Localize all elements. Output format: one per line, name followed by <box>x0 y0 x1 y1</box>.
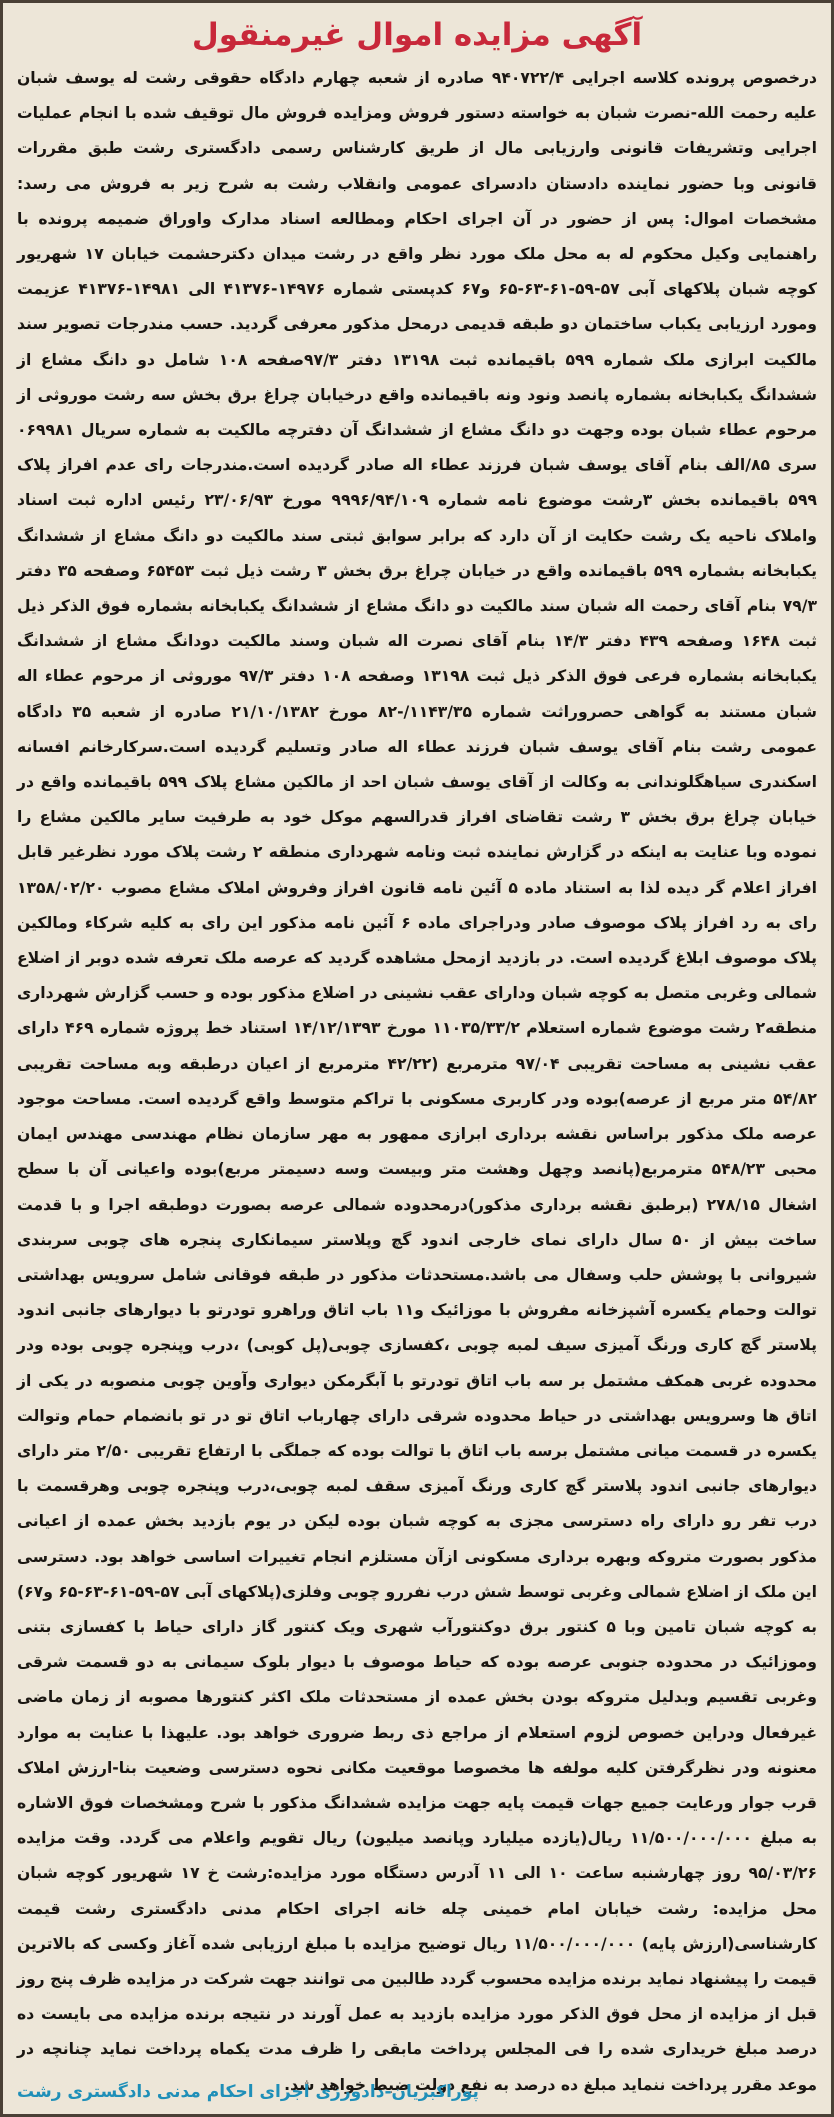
title-area <box>3 3 831 59</box>
notice-body <box>17 61 817 2103</box>
signature <box>17 2078 817 2106</box>
signature-text: پوراکبریان-دادورزی اجرای احکام مدنی دادگستری رشت <box>17 2082 479 2102</box>
notice-body-paragraph: درخصوص پرونده کلاسه اجرایی ۹۴۰۷۲۲/۴ صادره از شعبه چهارم دادگاه حقوقی رشت له یوسف شبان علیه رحمت الله-نصرت شبان به خواسته دستور فروش ومزایده فروش مال توقیف شده با انجام عملیات اجرایی وتشریفات قانونی وارزیابی مال از طریق کارشناس رسمی دادگستری رشت طبق مقررات قانونی وبا حضور نماینده دادستان دادسرای عمومی وانقلاب رشت به شرح زیر به فروش می رسد: مشخصات اموال: پس از حضور در آن اجرای احکام ومطالعه اسناد مدارک واوراق ضمیمه پرونده با راهنمایی وکیل محکوم له به محل ملک مورد نظر واقع در رشت میدان دکترحشمت خیابان ۱۷ شهریور کوچه شبان پلاکهای آبی ۵۷-۵۹-۶۱-۶۳-۶۵ و۶۷ کدپستی شماره ۱۴۹۷۶-۴۱۳۷۶ الی ۱۴۹۸۱-۴۱۳۷۶ عزیمت ومورد ارزیابی یکباب ساختمان دو طبقه قدیمی درمحل مذکور معرفی گردید. حسب مندرجات تصویر سند مالکیت ابرازی ملک شماره ۵۹۹ باقیمانده ثبت ۱۳۱۹۸ دفتر ۹۷/۳صفحه ۱۰۸ شامل دو دانگ مشاع از ششدانگ یکبابخانه بشماره پانصد ونود ونه باقیمانده واقع درخیابان چراغ برق بخش سه رشت موروثی از مرحوم عطاء شبان بوده وجهت دو دانگ مشاع از ششدانگ آن دفترچه مالکیت به شماره سریال ۰۶۹۹۸۱ سری ۸۵/الف بنام آقای یوسف شبان فرزند عطاء اله صادر گردیده است.مندرجات رای عدم افراز پلاک ۵۹۹ باقیمانده بخش ۳رشت موضوع نامه شماره ۹۹۹۶/۹۴/۱۰۹ مورخ ۲۳/۰۶/۹۳ رئیس اداره ثبت اسناد واملاک ناحیه یک رشت حکایت از آن دارد که برابر سوابق ثبتی سند مالکیت دو دانگ مشاع از ششدانگ یکبابخانه بشماره ۵۹۹ باقیمانده واقع در خیابان چراغ برق بخش ۳ رشت ذیل ثبت ۶۵۴۵۳ وصفحه ۳۵ دفتر ۷۹/۳ بنام آقای رحمت اله شبان سند مالکیت دو دانگ مشاع از ششدانگ یکبابخانه بشماره فوق الذکر ذیل ثبت ۱۶۴۸ وصفحه ۴۳۹ دفتر ۱۴/۳ بنام آقای نصرت اله شبان وسند مالکیت دودانگ مشاع از ششدانگ یکبابخانه بشماره فرعی فوق الذکر ذیل ثبت ۱۳۱۹۸ وصفحه ۱۰۸ دفتر ۹۷/۳ موروثی از مرحوم عطاء اله شبان مستند به گواهی حصروراثت شماره ۱۱۴۳/۳۵/-۸۲ مورخ ۲۱/۱۰/۱۳۸۲ صادره از شعبه ۳۵ دادگاه عمومی رشت بنام آقای یوسف شبان فرزند عطاء اله صادر وتسلیم گردیده است.سرکارخانم افسانه اسکندری سیاهگلوندانی به وکالت از آقای یوسف شبان احد از مالکین مشاع پلاک ۵۹۹ باقیمانده واقع در خیابان چراغ برق بخش ۳ رشت تقاضای افراز قدرالسهم موکل خود به طرفیت سایر مالکین مشاع را نموده وبا عنایت به اینکه در گزارش نماینده ثبت ونامه شهرداری منطقه ۲ رشت پلاک مورد نظرغیر قابل افراز اعلام گر دیده لذا به استناد ماده ۵ آئین نامه قانون افراز وفروش املاک مشاع مصوب ۱۳۵۸/۰۲/۲۰ رای به رد افراز پلاک موصوف صادر ودراجرای ماده ۶ آئین نامه مذکور این رای به کلیه شرکاء ومالکین پلاک موصوف ابلاغ گردیده است. در بازدید ازمحل مشاهده گردید که عرصه ملک تعرفه شده دوبر از اضلاع شمالی وغربی متصل به کوچه شبان ودارای عقب نشینی در اضلاع مذکور بوده و حسب گزارش شهرداری منطقه۲ رشت موضوع شماره استعلام ۱۱۰۳۵/۳۳/۲ مورخ ۱۴/۱۲/۱۳۹۳ استناد خط پروژه شماره ۴۶۹ دارای عقب نشینی به مساحت تقریبی ۹۷/۰۴ مترمربع (۴۲/۲۲ مترمربع از اعیان درطبقه وبه مساحت تقریبی ۵۴/۸۲ متر مربع از عرصه)بوده ودر کاربری مسکونی با تراکم متوسط واقع گردیده است. مساحت موجود عرصه ملک مذکور براساس نقشه برداری ابرازی ممهور به مهر سازمان نظام مهندسی مهندس ایمان محبی ۵۴۸/۲۳ مترمربع(پانصد وچهل وهشت متر وبیست وسه دسیمتر مربع)بوده واعیانی آن با سطح اشغال ۲۷۸/۱۵ (برطبق نقشه برداری مذکور)درمحدوده شمالی عرصه بصورت دوطبقه اجرا و با قدمت ساخت بیش از ۵۰ سال دارای نمای خارجی اندود گچ وپلاستر سیمانکاری پنجره های چوبی سربندی شیروانی با پوشش حلب وسفال می باشد.مستحدثات مذکور در طبقه فوقانی شامل سرویس بهداشتی توالت وحمام یکسره آشپزخانه مفروش با موزائیک و۱۱ باب اتاق وراهرو تودرتو با دیوارهای جانبی اندود پلاستر گچ کاری ورنگ آمیزی سیف لمبه چوبی ،کفسازی چوبی(پل کوبی) ،درب وپنجره چوبی بوده ودر محدوده غربی همکف مشتمل بر سه باب اتاق تودرتو با آبگرمکن دیواری وآوین چوبی منصوبه در یکی از اتاق ها وسرویس بهداشتی در حیاط محدوده شرقی دارای چهارباب اتاق تو در تو بانضمام حمام وتوالت یکسره در قسمت میانی مشتمل برسه باب اتاق با توالت بوده که جملگی با ارتفاع تقریبی ۲/۵۰ متر دارای دیوارهای جانبی اندود پلاستر گچ کاری ورنگ آمیزی سقف لمبه چوبی،درب وپنجره چوبی وهرقسمت با درب تفر رو دارای راه دسترسی مجزی به کوچه شبان بوده لیکن در یوم بازدید بخش عمده از اعیانی مذکور بصورت متروکه وبهره برداری مسکونی ازآن مستلزم انجام تغییرات اساسی خواهد بود. دسترسی این ملک از اضلاع شمالی وغربی توسط شش درب نفررو چوبی وفلزی(پلاکهای آبی ۵۷-۵۹-۶۱-۶۳-۶۵ و۶۷) به کوچه شبان تامین وبا ۵ کنتور برق دوکنتورآب شهری ویک کنتور گاز دارای حیاط با کفسازی بتنی وموزائیک در محدوده جنوبی عرصه بوده که حیاط موصوف با دیوار بلوک سیمانی به دو قسمت شرقی وغربی تقسیم وبدلیل متروکه بودن بخش عمده از مستحدثات ملک اکثر کنتورها مصوبه از زمان ماضی غیرفعال ودراین خصوص لزوم استعلام از مراجع ذی ربط ضروری خواهد بود. علیهذا با عنایت به موارد معنونه ودر نظرگرفتن کلیه مولفه ها مخصوصا موقعیت مکانی نحوه دسترسی وضعیت بنا-ارزش املاک قرب جوار ورعایت جمیع جهات قیمت پایه جهت مزایده ششدانگ مذکور با شرح ومشخصات فوق الاشاره به مبلغ ۱۱/۵۰۰/۰۰۰/۰۰۰ ریال(یازده میلیارد وپانصد میلیون) ریال تقویم واعلام می گردد. وقت مزایده ۹۵/۰۳/۲۶ روز چهارشنبه ساعت ۱۰ الی ۱۱ آدرس دستگاه مورد مزایده:رشت خ ۱۷ شهریور کوچه شبان محل مزایده: رشت خیابان امام خمینی چله خانه اجرای احکام مدنی دادگستری رشت قیمت کارشناسی(ارزش پایه) ۱۱/۵۰۰/۰۰۰/۰۰۰ ریال توضیح مزایده با مبلغ ارزیابی شده آغاز وکسی که بالاترین قیمت را پیشنهاد نماید برنده مزایده محسوب گردد طالبین می توانند جهت شرکت در مزایده ظرف پنج روز قبل از مزایده از محل فوق الذکر مورد مزایده بازدید به عمل آورند در نتیجه برنده مزایده می بایست ده درصد مبلغ خریداری شده را فی المجلس پرداخت مابقی را ظرف مدت یکماه پرداخت نماید چنانچه در موعد مقرر پرداخت ننماید مبلغ ده درصد به نفع دولت ضبط خواهد شد. <box>17 69 818 2094</box>
notice-title: آگهی مزایده اموال غیرمنقول <box>191 17 643 53</box>
